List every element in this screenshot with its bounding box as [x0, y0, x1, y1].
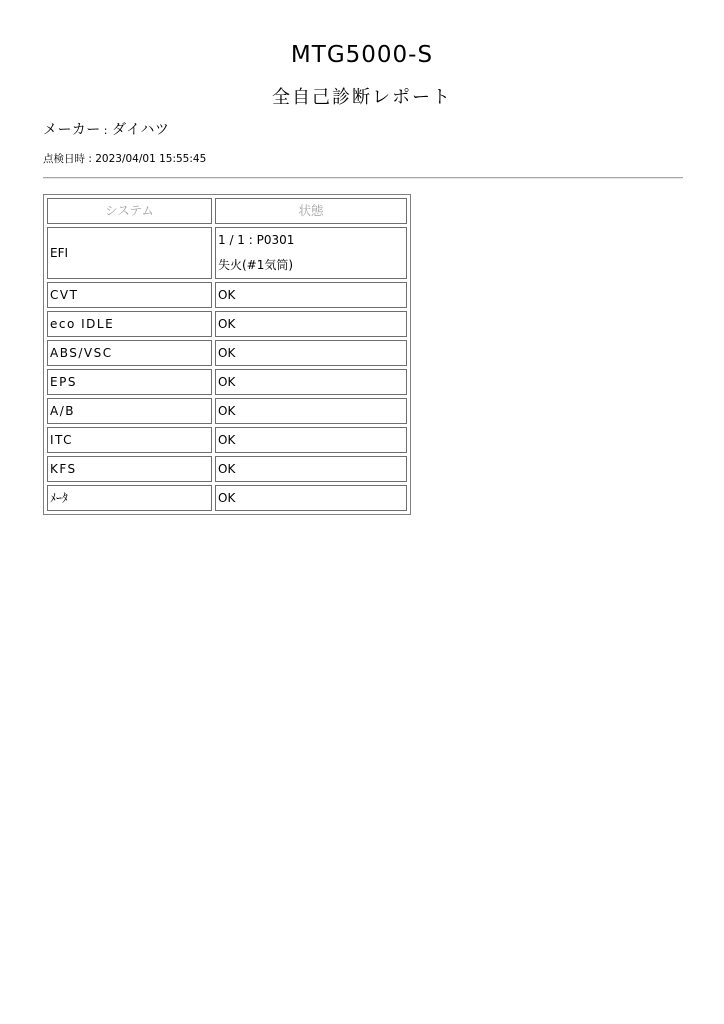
horizontal-divider	[43, 177, 683, 179]
system-cell: EPS	[47, 369, 212, 395]
table-row	[47, 369, 407, 395]
maker-label: メーカー	[43, 122, 101, 138]
report-title: MTG5000-S	[290, 42, 434, 68]
diagnosis-table	[43, 194, 411, 515]
system-cell: A/B	[47, 398, 212, 424]
table-row	[47, 282, 407, 308]
table-row	[47, 227, 407, 279]
status-cell: OK	[215, 311, 407, 337]
system-cell: KFS	[47, 456, 212, 482]
inspection-datetime-line	[43, 151, 206, 167]
system-cell: CVT	[47, 282, 212, 308]
report-subtitle: 全自己診断レポート	[272, 87, 452, 108]
datetime-separator: :	[88, 153, 92, 165]
maker-line	[43, 120, 169, 141]
datetime-value: 2023/04/01 15:55:45	[95, 153, 207, 165]
status-cell	[215, 227, 407, 279]
column-header-system: システム	[47, 198, 212, 224]
table-row	[47, 427, 407, 453]
system-cell: ABS/VSC	[47, 340, 212, 366]
status-cell: OK	[215, 398, 407, 424]
column-header-status: 状態	[215, 198, 407, 224]
status-line: 1 / 1 : P0301	[218, 233, 295, 247]
table-row	[47, 311, 407, 337]
status-line: 失火(#1気筒)	[218, 258, 294, 272]
maker-value: ダイハツ	[111, 122, 170, 138]
table-row	[47, 398, 407, 424]
status-cell: OK	[215, 282, 407, 308]
table-row	[47, 485, 407, 511]
system-cell: EFI	[47, 227, 212, 279]
maker-separator: :	[103, 124, 108, 137]
status-cell: OK	[215, 456, 407, 482]
status-cell: OK	[215, 485, 407, 511]
system-cell: ﾒｰﾀ	[47, 485, 212, 511]
status-cell: OK	[215, 369, 407, 395]
status-cell: OK	[215, 427, 407, 453]
table-row	[47, 456, 407, 482]
system-cell: ITC	[47, 427, 212, 453]
system-cell: eco IDLE	[47, 311, 212, 337]
status-cell: OK	[215, 340, 407, 366]
table-row	[47, 340, 407, 366]
datetime-label: 点検日時	[43, 153, 85, 165]
table-header-row	[47, 198, 407, 224]
